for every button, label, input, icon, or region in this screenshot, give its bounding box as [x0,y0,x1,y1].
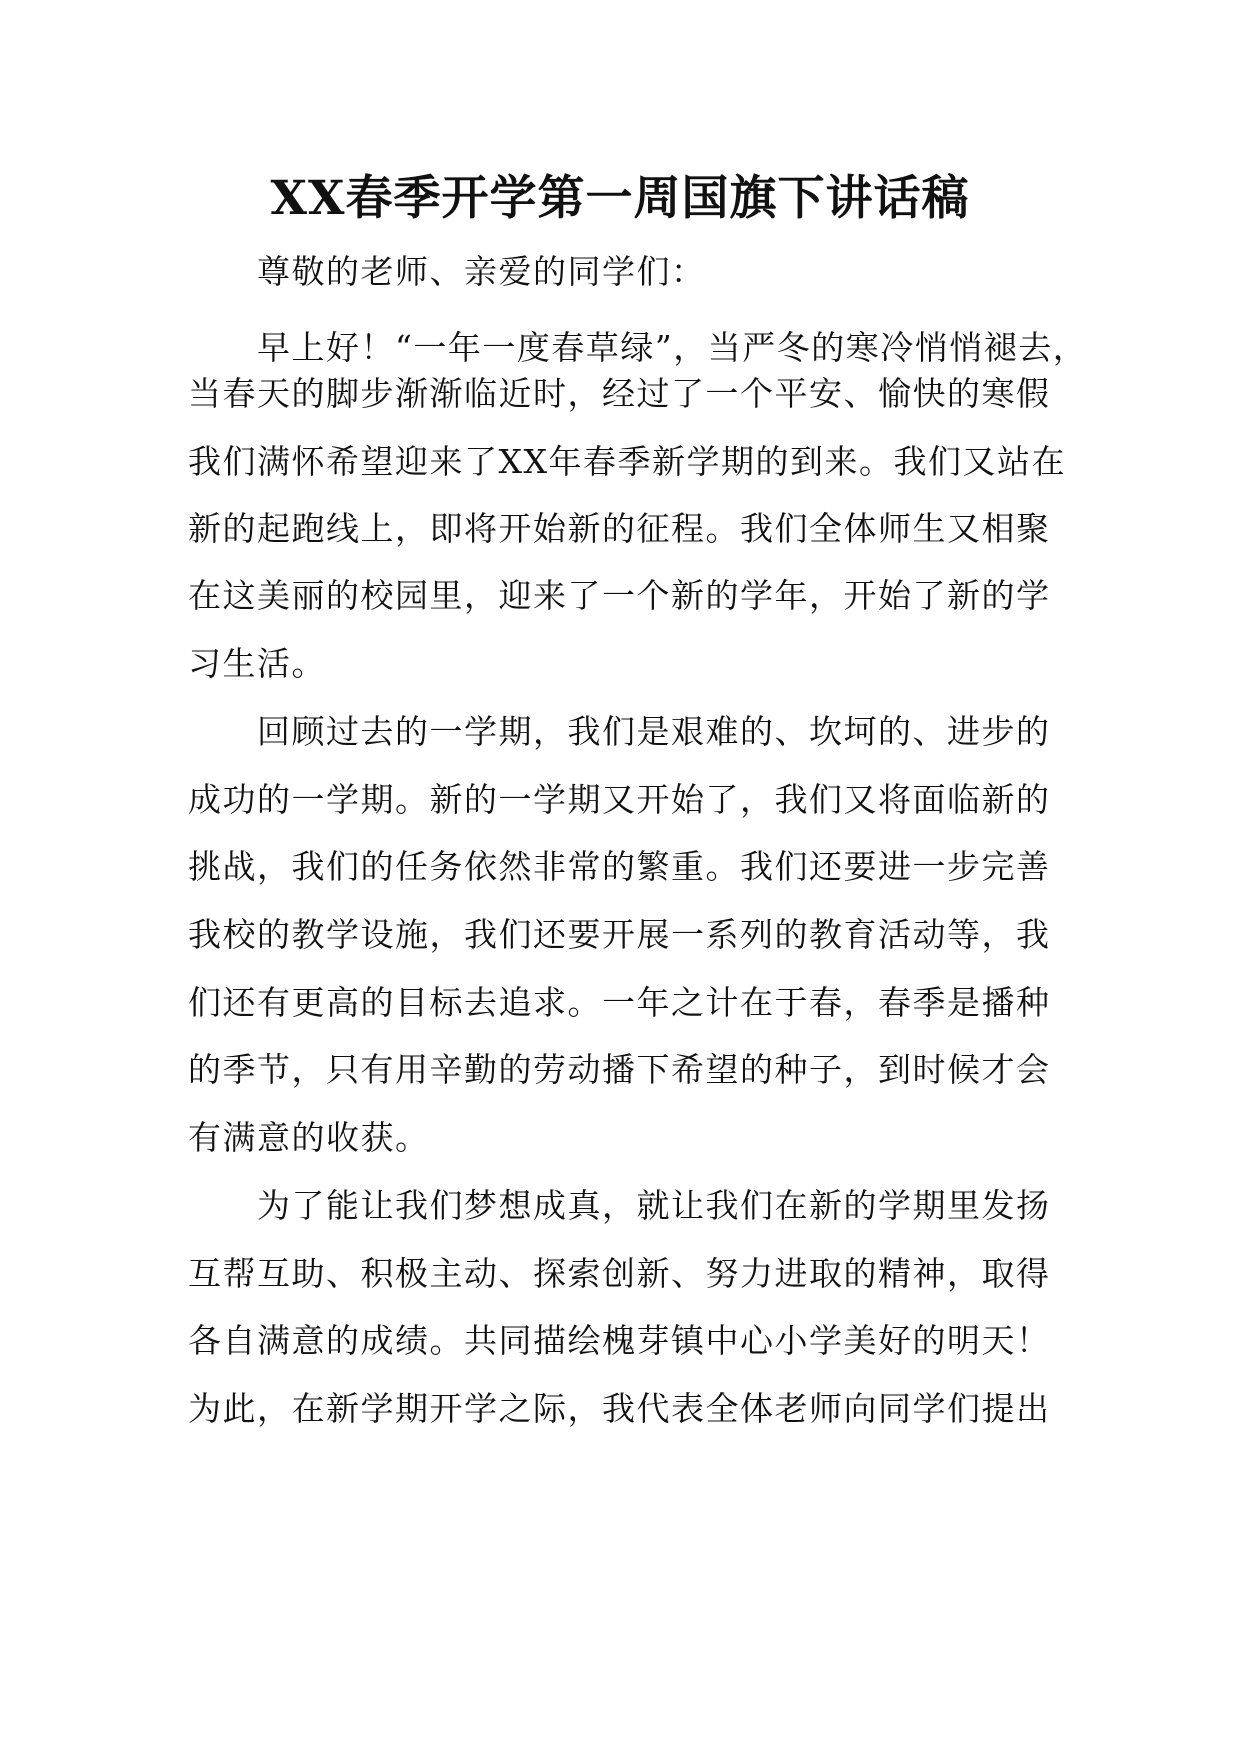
paragraph-line: 有满意的收获。 [188,1118,430,1157]
salutation-line: 尊敬的老师、亲爱的同学们： [257,252,706,291]
paragraph-line: 挑战，我们的任务依然非常的繁重。我们还要进一步完善 [188,847,1051,886]
paragraph-line: 当春天的脚步渐渐临近时，经过了一个平安、愉快的寒假 [188,374,1051,413]
paragraph-line: 新的起跑线上，即将开始新的征程。我们全体师生又相聚 [188,509,1051,548]
paragraph-line: 为了能让我们梦想成真，就让我们在新的学期里发扬 [257,1186,1051,1225]
document-title: XX春季开学第一周国旗下讲话稿 [270,171,970,226]
paragraph-line: 我校的教学设施，我们还要开展一系列的教育活动等，我 [188,915,1051,954]
paragraph-line: 的季节，只有用辛勤的劳动播下希望的种子，到时候才会 [188,1050,1051,1089]
paragraph-line: 互帮互助、积极主动、探索创新、努力进取的精神，取得 [188,1254,1051,1293]
paragraph-line: 成功的一学期。新的一学期又开始了，我们又将面临新的 [188,780,1051,819]
paragraph-line: 习生活。 [188,644,326,683]
paragraph-line: 回顾过去的一学期，我们是艰难的、坎坷的、进步的 [257,712,1051,751]
paragraph-line: 早上好！“一年一度春草绿”，当严冬的寒冷悄悄褪去， [257,328,1088,367]
paragraph-line: 各自满意的成绩。共同描绘槐芽镇中心小学美好的明天！ [188,1321,1051,1360]
paragraph-line: 为此，在新学期开学之际，我代表全体老师向同学们提出 [188,1389,1051,1428]
paragraph-line: 我们满怀希望迎来了XX年春季新学期的到来。我们又站在 [188,442,1066,481]
paragraph-line: 在这美丽的校园里，迎来了一个新的学年，开始了新的学 [188,576,1051,615]
paragraph-line: 们还有更高的目标去追求。一年之计在于春，春季是播种 [188,983,1051,1022]
